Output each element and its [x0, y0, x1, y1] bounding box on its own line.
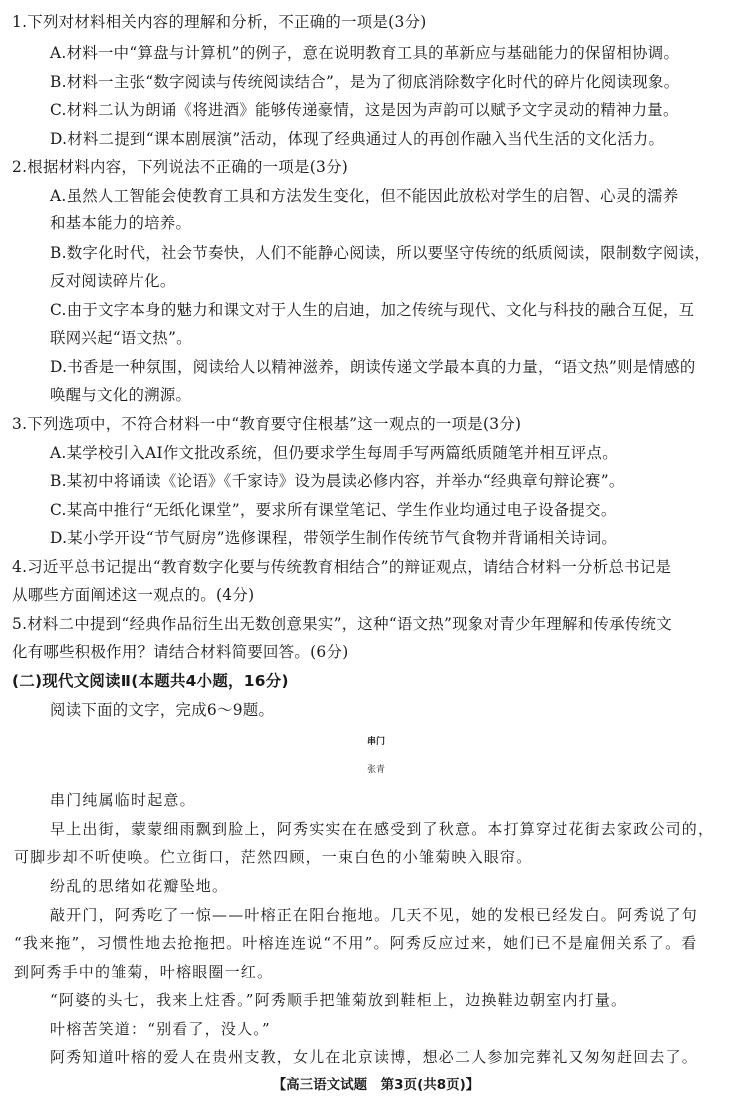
- question-2-option-b: B.数字化时代，社会节奏快，人们不能静心阅读，所以要坚守传统的纸质阅读，限制数字阅读，: [50, 244, 711, 262]
- question-2-stem: 2.根据材料内容，下列说法不正确的一项是(3分): [12, 158, 349, 176]
- page-footer: 【高三语文试题 第3页(共8页)】: [272, 1077, 480, 1093]
- story-paragraph-3: 纷乱的思绪如花瓣坠地。: [50, 877, 229, 895]
- question-3-option-b: B.某初中将诵读《论语》《千家诗》设为晨读必修内容，并举办“经典章句辩论赛”。: [50, 472, 625, 490]
- question-2-option-a: A.虽然人工智能会使教育工具和方法发生变化，但不能因此放松对学生的启智、心灵的濡养: [50, 187, 679, 205]
- question-3-stem: 3.下列选项中，不符合材料一中“教育要守住根基”这一观点的一项是(3分): [12, 415, 522, 433]
- story-paragraph-4-cont-2: 到阿秀手中的雏菊，叶榕眼圈一红。: [14, 963, 274, 981]
- section-heading: (二)现代文阅读Ⅱ(本题共4小题，16分): [12, 672, 289, 690]
- story-paragraph-2: 早上出街，蒙蒙细雨飘到脸上，阿秀实实在在感受到了秋意。本打算穿过花街去家政公司的，: [50, 820, 715, 838]
- question-1-option-b: B.材料一主张“数字阅读与传统阅读结合”，是为了彻底消除数字化时代的碎片化阅读现象。: [50, 73, 680, 91]
- question-2-option-b-cont: 反对阅读碎片化。: [50, 272, 176, 290]
- story-paragraph-5: “阿婆的头七，我来上炷香。”阿秀顺手把雏菊放到鞋柜上，边换鞋边朝室内打量。: [50, 991, 628, 1009]
- question-3-option-d: D.某小学开设“节气厨房”选修课程，带领学生制作传统节气食物并背诵相关诗词。: [50, 529, 618, 547]
- question-1-stem: 1.下列对材料相关内容的理解和分析，不正确的一项是(3分): [12, 13, 427, 31]
- question-3-option-a: A.某学校引入AI作文批改系统，但仍要求学生每周手写两篇纸质随笔并相互评点。: [50, 444, 618, 462]
- story-paragraph-4-cont-1: “我来拖”，习惯性地去抢拖把。叶榕连连说“不用”。阿秀反应过来，她们已不是雇佣关系了。看: [14, 934, 698, 952]
- question-4-stem-cont: 从哪些方面阐述这一观点的。(4分): [12, 586, 255, 604]
- question-2-option-a-cont: 和基本能力的培养。: [50, 214, 192, 232]
- question-3-option-c: C.某高中推行“无纸化课堂”，要求所有课堂笔记、学生作业均通过电子设备提交。: [50, 501, 617, 519]
- question-2-option-d-cont: 唤醒与文化的溯源。: [50, 386, 192, 404]
- story-paragraph-7: 阿秀知道叶榕的爱人在贵州支教，女儿在北京读博，想必二人参加完葬礼又匆匆赶回去了。: [50, 1048, 699, 1066]
- story-title: 串门: [366, 737, 385, 747]
- question-4-stem: 4.习近平总书记提出“教育数字化要与传统教育相结合”的辩证观点，请结合材料一分析总书记是: [12, 558, 672, 576]
- question-1-option-a: A.材料一中“算盘与计算机”的例子，意在说明教育工具的革新应与基础能力的保留相协调。: [50, 44, 680, 62]
- question-5-stem: 5.材料二中提到“经典作品衍生出无数创意果实”，这种“语文热”现象对青少年理解和传承传统文: [12, 615, 672, 633]
- section-instruction: 阅读下面的文字，完成6～9题。: [50, 701, 275, 719]
- question-1-option-c: C.材料二认为朗诵《将进酒》能够传递豪情，这是因为声韵可以赋予文字灵动的精神力量。: [50, 101, 679, 119]
- story-author: 张青: [367, 765, 385, 775]
- question-2-option-c: C.由于文字本身的魅力和课文对于人生的启迪，加之传统与现代、文化与科技的融合互促，互: [50, 301, 695, 319]
- story-paragraph-4: 敲开门，阿秀吃了一惊——叶榕正在阳台拖地。几天不见，她的发根已经发白。阿秀说了句: [50, 906, 699, 924]
- question-2-option-d: D.书香是一种氛围，阅读给人以精神滋养，朗读传递文学最本真的力量，“语文热”则是情感的: [50, 358, 696, 376]
- story-paragraph-6: 叶榕苦笑道：“别看了，没人。”: [50, 1020, 271, 1038]
- story-paragraph-1: 串门纯属临时起意。: [50, 791, 196, 809]
- story-paragraph-2-cont: 可脚步却不听使唤。伫立街口，茫然四顾，一束白色的小雏菊映入眼帘。: [14, 848, 533, 866]
- question-5-stem-cont: 化有哪些积极作用？请结合材料简要回答。(6分): [12, 643, 349, 661]
- question-2-option-c-cont: 联网兴起“语文热”。: [50, 329, 192, 347]
- question-1-option-d: D.材料二提到“课本剧展演”活动，体现了经典通过人的再创作融入当代生活的文化活力。: [50, 130, 665, 148]
